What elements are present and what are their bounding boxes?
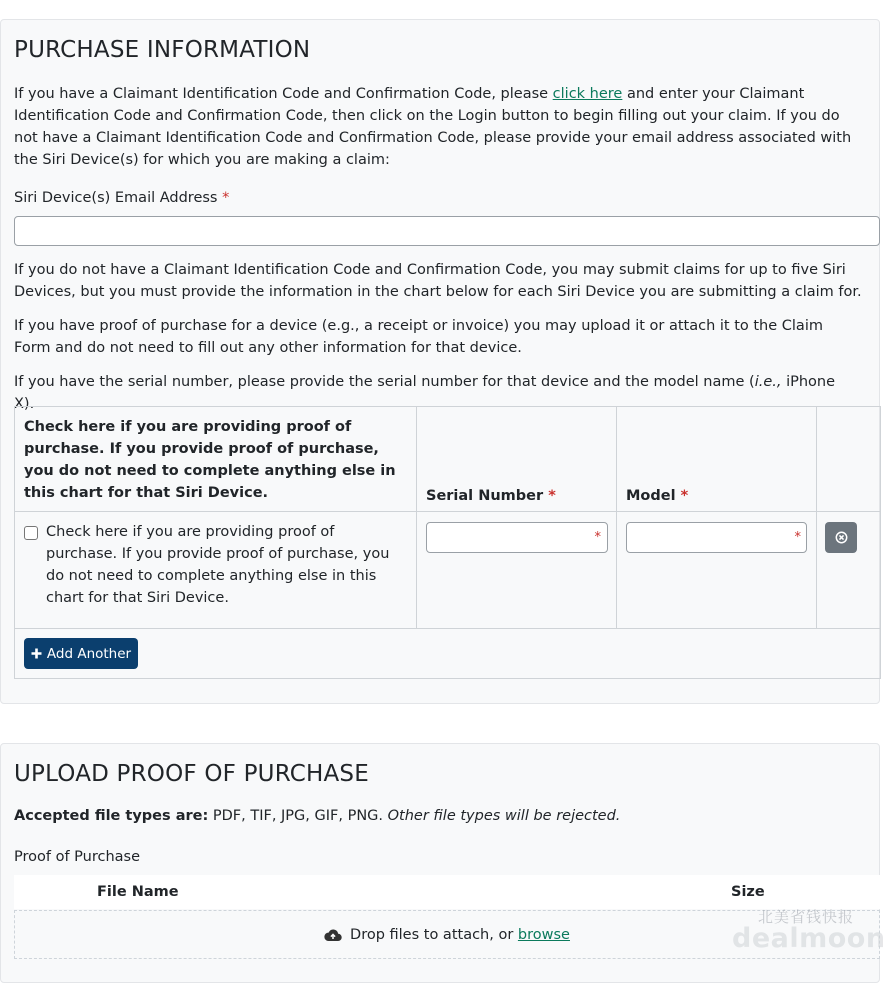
proof-checkbox-label: Check here if you are providing proof of purchase. If you provide proof of purchase, you do not need to complete anything else in this chart for that Siri Device.	[46, 524, 390, 606]
model-cell	[617, 512, 817, 629]
proof-paragraph: If you have proof of purchase for a device (e.g., a receipt or invoice) you may upload it or attach it to the Claim Form and do not need to fill out any other information for that device.	[14, 318, 823, 356]
add-row	[15, 629, 881, 679]
proof-checkbox[interactable]	[24, 526, 38, 540]
model-header-text: Model	[626, 488, 676, 504]
device-chart	[14, 406, 881, 679]
accepted-label: Accepted file types are:	[14, 808, 209, 824]
model-column-header	[617, 407, 817, 512]
required-mark: *	[680, 488, 689, 504]
serial-column-header	[417, 407, 617, 512]
drop-text	[350, 927, 570, 943]
add-cell	[15, 629, 881, 679]
email-label-text: Siri Device(s) Email Address	[14, 190, 218, 206]
remove-row-button[interactable]	[825, 522, 857, 553]
email-field[interactable]	[14, 216, 880, 246]
chart-header-row	[15, 407, 881, 512]
drop-instruction: Drop files to attach, or	[350, 926, 518, 943]
rejected-note: Other file types will be rejected.	[387, 808, 621, 824]
action-cell	[817, 512, 881, 629]
proof-of-purchase-label: Proof of Purchase	[14, 849, 141, 865]
action-column-header	[817, 407, 881, 512]
serial-required-mark: *	[594, 530, 601, 545]
upload-heading: UPLOAD PROOF OF PURCHASE	[14, 761, 369, 787]
required-mark: *	[548, 488, 556, 504]
watermark-en-text: dealmoon	[732, 923, 886, 954]
size-header: Size	[731, 884, 765, 900]
add-another-label: Add Another	[46, 645, 132, 662]
accepted-types-line	[14, 808, 620, 824]
required-mark: *	[222, 190, 230, 206]
dealmoon-watermark	[708, 903, 886, 961]
add-another-button[interactable]	[24, 638, 138, 669]
serial-text-start: If you have the serial number, please provide the serial number for that device and the model name (	[14, 374, 755, 390]
intro-text-end: and enter your Claimant Identification Code and Confirmation Code, then click on the Login button to begin filling out your claim. If you do not have a Claimant Identification Code and Confirmation Code, please provide your email address associated with the Siri Device(s) for which you are making a claim:	[14, 86, 852, 168]
remove-circle-icon	[835, 531, 848, 544]
five-devices-paragraph: If you do not have a Claimant Identification Code and Confirmation Code, you may submit claims for up to five Siri Devices, but you must provide the information in the chart below for each Siri Device you are submitting a claim for.	[14, 262, 862, 300]
model-required-mark: *	[794, 530, 801, 545]
purchase-information-card	[0, 19, 880, 704]
serial-number-input[interactable]	[426, 522, 608, 553]
click-here-link[interactable]: click here	[552, 86, 623, 102]
model-input[interactable]	[626, 522, 807, 553]
proof-column-header: Check here if you are providing proof of purchase. If you provide proof of purchase, you do not need to complete anything else in this chart for that Siri Device.	[15, 407, 417, 512]
file-name-header: File Name	[97, 884, 179, 900]
cloud-upload-icon	[324, 928, 342, 942]
accepted-types: PDF, TIF, JPG, GIF, PNG.	[208, 808, 388, 824]
email-label	[14, 190, 229, 206]
serial-text-end: iPhone X).	[14, 374, 836, 412]
browse-link[interactable]: browse	[517, 926, 570, 943]
plus-icon	[31, 648, 42, 659]
table-row	[15, 512, 881, 629]
watermark-cn-text: 北美省钱快报	[758, 908, 855, 926]
intro-text-start: If you have a Claimant Identification Code and Confirmation Code, please	[14, 86, 553, 102]
serial-cell	[417, 512, 617, 629]
serial-header-text: Serial Number	[426, 488, 544, 504]
purchase-heading: PURCHASE INFORMATION	[14, 37, 311, 63]
proof-cell	[15, 512, 417, 629]
serial-text-italic: i.e.,	[754, 374, 782, 390]
intro-paragraph	[14, 83, 859, 171]
